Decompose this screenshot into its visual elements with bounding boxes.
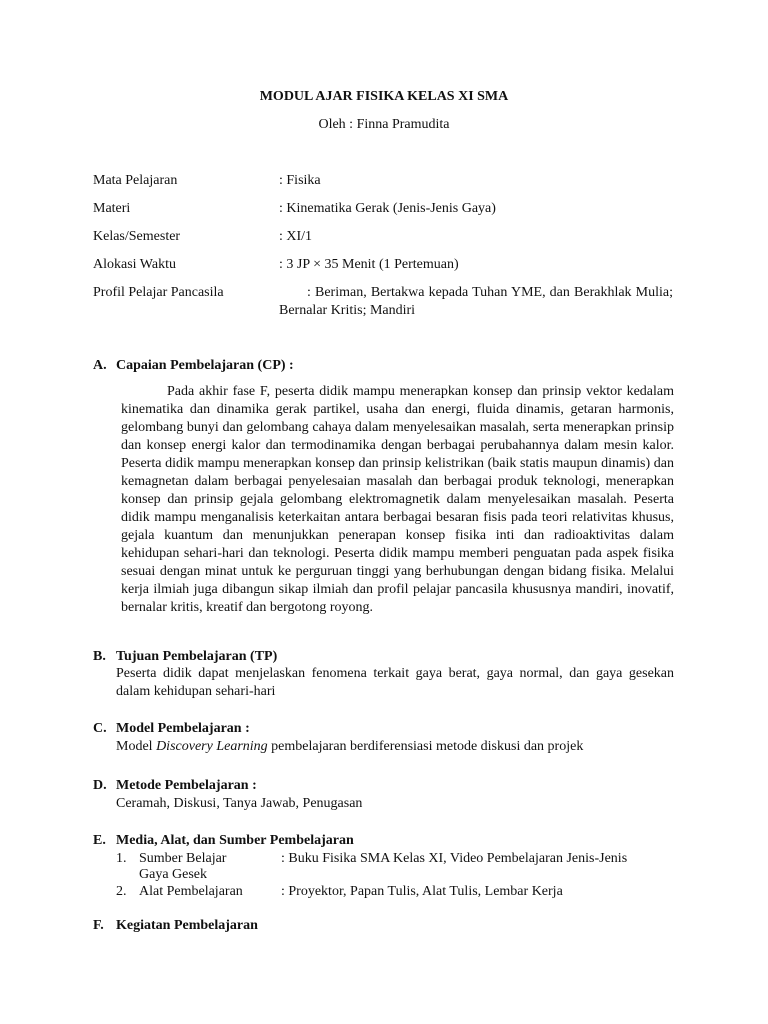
info-label-alokasi-waktu: Alokasi Waktu <box>93 257 176 272</box>
info-label-kelas-semester: Kelas/Semester <box>93 229 181 244</box>
section-c-letter: C. <box>93 721 107 736</box>
section-c-italic: Discovery Learning <box>156 739 268 754</box>
list-item-1-continuation: Gaya Gesek <box>139 867 208 882</box>
section-e-letter: E. <box>93 833 106 848</box>
section-b-letter: B. <box>93 649 106 664</box>
section-b-heading: Tujuan Pembelajaran (TP) <box>116 649 278 664</box>
section-c-prefix: Model <box>116 739 157 754</box>
list-item-2-label: Alat Pembelajaran <box>139 884 243 899</box>
section-a-heading: Capaian Pembelajaran (CP) : <box>116 358 294 373</box>
info-label-materi: Materi <box>93 201 131 216</box>
section-c-suffix: pembelajaran berdiferensiasi metode diskusi dan projek <box>267 739 584 754</box>
section-f-letter: F. <box>93 918 104 933</box>
info-value-kelas-semester: : XI/1 <box>279 229 313 244</box>
section-c-heading: Model Pembelajaran : <box>116 721 250 736</box>
section-d-letter: D. <box>93 778 107 793</box>
section-f-heading: Kegiatan Pembelajaran <box>116 918 258 933</box>
document-title: MODUL AJAR FISIKA KELAS XI SMA <box>259 89 509 104</box>
list-item-1-label: Sumber Belajar <box>139 851 227 866</box>
info-value-alokasi-waktu: : 3 JP × 35 Menit (1 Pertemuan) <box>279 257 459 272</box>
section-d-text: Ceramah, Diskusi, Tanya Jawab, Penugasan <box>116 796 363 811</box>
section-d-heading: Metode Pembelajaran : <box>116 778 257 793</box>
list-item-2-number: 2. <box>116 884 127 899</box>
section-c-text <box>116 738 583 756</box>
info-value-profil-pelajar: : Beriman, Bertakwa kepada Tuhan YME, dan Berakhlak Mulia; Bernalar Kritis; Mandiri <box>279 285 673 318</box>
info-value-mata-pelajaran: : Fisika <box>279 173 321 188</box>
section-a-paragraph: Pada akhir fase F, peserta didik mampu menerapkan konsep dan prinsip vektor kedalam kinematika dan dinamika gerak partikel, usaha dan energi, fluida dinamis, getaran harmonis, gelombang bunyi dan gelombang cahaya dalam menyelesaikan masalah, serta menerapkan prinsip dan konsep energi kalor dan termodinamika dengan berbagai perubahannya dalam mesin kalor. Peserta didik mampu menerapkan konsep dan prinsip kelistrikan (baik statis maupun dinamis) dan kemagnetan dalam berbagai penyelesaian masalah dan berbagai produk teknologi, menerapkan konsep dan prinsip gejala gelombang elektromagnetik dalam menyelesaikan masalah. Peserta didik mampu menganalisis keterkaitan antara berbagai besaran fisis pada teori relativitas khusus, gejala kuantum dan menunjukkan penerapan konsep fisika inti dan radioaktivitas dalam kehidupan sehari-hari dan teknologi. Peserta didik mampu memberi penguatan pada aspek fisika sesuai dengan minat untuk ke perguruan tinggi yang berhubungan dengan bidang fisika. Melalui kerja ilmiah juga dibangun sikap ilmiah dan profil pelajar pancasila khususnya mandiri, inovatif, bernalar kritis, kreatif dan bergotong royong. <box>121 384 674 615</box>
list-item-1-number: 1. <box>116 851 127 866</box>
info-value-materi: : Kinematika Gerak (Jenis-Jenis Gaya) <box>279 201 496 216</box>
list-item-1-value: : Buku Fisika SMA Kelas XI, Video Pembelajaran Jenis-Jenis <box>281 851 628 866</box>
list-item-2-value: : Proyektor, Papan Tulis, Alat Tulis, Lembar Kerja <box>281 884 563 899</box>
section-e-heading: Media, Alat, dan Sumber Pembelajaran <box>116 833 354 848</box>
document-author: Oleh : Finna Pramudita <box>318 117 450 132</box>
info-label-mata-pelajaran: Mata Pelajaran <box>93 173 178 188</box>
info-label-profil-pelajar: Profil Pelajar Pancasila <box>93 285 224 300</box>
section-a-letter: A. <box>93 358 107 373</box>
section-b-paragraph: Peserta didik dapat menjelaskan fenomena terkait gaya berat, gaya normal, dan gaya gesekan dalam kehidupan sehari-hari <box>116 666 674 699</box>
